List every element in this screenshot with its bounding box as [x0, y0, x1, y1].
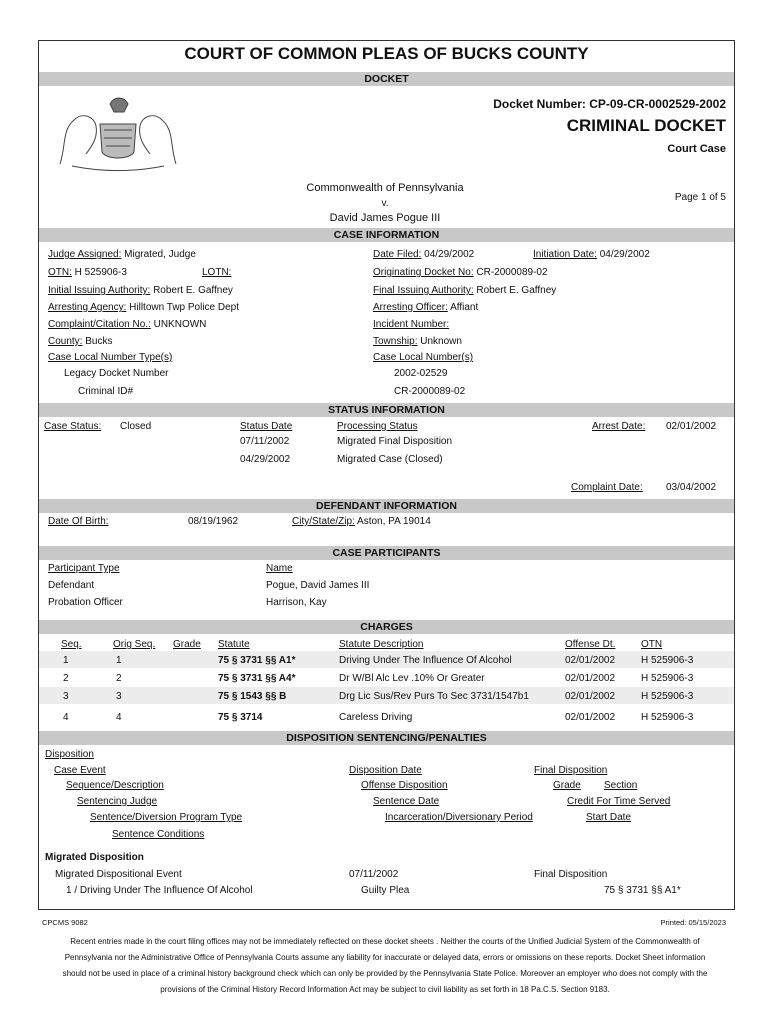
pennsylvania-seal-icon	[52, 94, 184, 174]
arresting-agency: Arresting Agency: Hilltown Twp Police Dept	[48, 302, 240, 313]
case-status-value: Closed	[120, 421, 152, 432]
date-filed: Date Filed: 04/29/2002	[373, 249, 475, 260]
participant-name: Pogue, David James III	[266, 580, 370, 591]
case-info-bar: CASE INFORMATION	[39, 228, 734, 242]
charges-header-description: Statute Description	[339, 639, 424, 650]
local-number-header: Case Local Number(s)	[373, 352, 474, 363]
judge-row: Judge Assigned: Migrated, Judge	[48, 249, 196, 260]
migrated-disposition-title: Migrated Disposition	[45, 852, 144, 863]
dob-label: Date Of Birth:	[48, 516, 109, 527]
charge-orig-seq: 3	[116, 691, 122, 702]
city-state-zip: City/State/Zip: Aston, PA 19014	[292, 516, 431, 527]
participant-name-header: Name	[266, 563, 293, 574]
page-number: Page 1 of 5	[674, 192, 726, 203]
charge-seq: 1	[63, 655, 69, 666]
charges-header-otn: OTN	[641, 639, 663, 650]
charges-header-grade: Grade	[173, 639, 201, 650]
charges-header-orig-seq: Orig Seq.	[113, 639, 156, 650]
charge-offense-date: 02/01/2002	[565, 673, 616, 684]
court-case-label: Court Case	[667, 143, 726, 155]
charge-orig-seq: 4	[116, 712, 122, 723]
arresting-officer: Arresting Officer: Affiant	[373, 302, 479, 313]
charges-header-seq: Seq.	[61, 639, 82, 650]
sentencing-judge-header: Sentencing Judge	[77, 796, 158, 807]
sequence-description-header: Sequence/Description	[66, 780, 164, 791]
charge-offense-date: 02/01/2002	[565, 655, 616, 666]
charge-seq: 2	[63, 673, 69, 684]
caption-versus: v.	[381, 198, 389, 209]
complaint-date-value: 03/04/2002	[666, 482, 717, 493]
charge-otn: H 525906-3	[641, 712, 694, 723]
complaint-date-label: Complaint Date:	[571, 482, 643, 493]
processing-status-2: Migrated Case (Closed)	[337, 454, 443, 465]
section-header: Section	[604, 780, 638, 791]
disposition-header: Disposition	[45, 749, 94, 760]
local-type-2: Criminal ID#	[78, 386, 134, 397]
local-num-2: CR-2000089-02	[394, 386, 466, 397]
charge-otn: H 525906-3	[641, 673, 694, 684]
charge-description: Driving Under The Influence Of Alcohol	[339, 655, 512, 666]
case-status-label: Case Status:	[44, 421, 102, 432]
charge-statute: 75 § 3731 §§ A4*	[218, 673, 296, 684]
initiation-date: Initiation Date: 04/29/2002	[533, 249, 650, 260]
printed-date: Printed: 05/15/2023	[660, 918, 726, 927]
charge-orig-seq: 1	[116, 655, 122, 666]
status-date-2: 04/29/2002	[240, 454, 291, 465]
arrest-date-label: Arrest Date:	[592, 421, 646, 432]
status-info-bar: STATUS INFORMATION	[39, 403, 734, 417]
offense-disposition-header: Offense Disposition	[361, 780, 448, 791]
status-date-1: 07/11/2002	[240, 436, 290, 447]
charges-header-statute: Statute	[218, 639, 250, 650]
case-event-header: Case Event	[54, 765, 106, 776]
charge-seq: 3	[63, 691, 69, 702]
disposition-item-section: 75 § 3731 §§ A1*	[604, 885, 681, 896]
incarceration-period-header: Incarceration/Diversionary Period	[385, 812, 533, 823]
local-num-1: 2002-02529	[394, 368, 448, 379]
arrest-date-value: 02/01/2002	[666, 421, 717, 432]
participant-name: Harrison, Kay	[266, 597, 327, 608]
charge-description: Careless Driving	[339, 712, 413, 723]
final-authority: Final Issuing Authority: Robert E. Gaffney	[373, 285, 557, 296]
charge-statute: 75 § 3714	[218, 712, 263, 723]
caption-commonwealth: Commonwealth of Pennsylvania	[306, 182, 464, 194]
originating-docket: Originating Docket No: CR-2000089-02	[373, 267, 548, 278]
processing-status-1: Migrated Final Disposition	[337, 436, 453, 447]
charge-offense-date: 02/01/2002	[565, 691, 616, 702]
event-date: 07/11/2002	[349, 869, 399, 880]
charge-offense-date: 02/01/2002	[565, 712, 616, 723]
local-type-1: Legacy Docket Number	[64, 368, 169, 379]
complaint-number: Complaint/Citation No.: UNKNOWN	[48, 319, 207, 330]
processing-status-header: Processing Status	[337, 421, 418, 432]
charge-description: Drg Lic Sus/Rev Purs To Sec 3731/1547b1	[339, 691, 529, 702]
participant-type: Defendant	[48, 580, 95, 591]
start-date-header: Start Date	[586, 812, 632, 823]
participant-type-header: Participant Type	[48, 563, 120, 574]
event-final-disposition: Final Disposition	[534, 869, 608, 880]
charge-orig-seq: 2	[116, 673, 122, 684]
charge-otn: H 525906-3	[641, 655, 694, 666]
disclaimer-notice: Recent entries made in the court filing offices may not be immediately reflected on these docket sheets . Neither the courts of the Unified Judicial System of the Commonwealth of Pennsylvania nor the Administrative Office of Pennsylvania Courts assume any liability for inaccurate or delayed data, errors or omissions on these reports. Docket Sheet information should not be used in place of a criminal history background check which can only be provided by the Pennsylvania State Police. Moreover an employer who does not comply with the provisions of the Criminal History Record Information Act may be subject to civil liability as set forth in 18 Pa.C.S. Section 9183.	[62, 937, 708, 994]
charge-otn: H 525906-3	[641, 691, 694, 702]
caption-defendant: David James Pogue III	[329, 212, 441, 224]
participant-type: Probation Officer	[48, 597, 123, 608]
dob-value: 08/19/1962	[188, 516, 239, 527]
charge-statute: 75 § 3731 §§ A1*	[218, 655, 296, 666]
docket-bar: DOCKET	[39, 72, 734, 86]
defendant-info-bar: DEFENDANT INFORMATION	[39, 499, 734, 513]
otn-row: OTN: H 525906-3	[48, 267, 127, 278]
sentence-date-header: Sentence Date	[373, 796, 440, 807]
charges-header-offense-date: Offense Dt.	[565, 639, 616, 650]
dispositional-event: Migrated Dispositional Event	[55, 869, 182, 880]
charge-statute: 75 § 1543 §§ B	[218, 691, 287, 702]
disposition-date-header: Disposition Date	[349, 765, 422, 776]
form-number: CPCMS 9082	[42, 918, 88, 927]
final-disposition-header: Final Disposition	[534, 765, 608, 776]
charge-seq: 4	[63, 712, 69, 723]
sentence-conditions-header: Sentence Conditions	[112, 829, 205, 840]
charge-description: Dr W/Bl Alc Lev .10% Or Greater	[339, 673, 485, 684]
county-row: County: Bucks	[48, 336, 113, 347]
participants-bar: CASE PARTICIPANTS	[39, 546, 734, 560]
disposition-bar: DISPOSITION SENTENCING/PENALTIES	[39, 731, 734, 745]
charges-bar: CHARGES	[39, 620, 734, 634]
initial-authority: Initial Issuing Authority: Robert E. Gaffney	[48, 285, 233, 296]
docket-type: CRIMINAL DOCKET	[566, 116, 726, 135]
incident-number-label: Incident Number:	[373, 319, 450, 330]
status-date-header: Status Date	[240, 421, 293, 432]
township-row: Township: Unknown	[373, 336, 462, 347]
docket-number: Docket Number: CP-09-CR-0002529-2002	[493, 97, 726, 111]
court-title: COURT OF COMMON PLEAS OF BUCKS COUNTY	[184, 44, 589, 63]
disposition-item: 1 / Driving Under The Influence Of Alcohol	[66, 885, 253, 896]
disposition-item-result: Guilty Plea	[361, 885, 410, 896]
credit-time-served-header: Credit For Time Served	[567, 796, 671, 807]
local-number-type-header: Case Local Number Type(s)	[48, 352, 173, 363]
sentence-program-header: Sentence/Diversion Program Type	[90, 812, 243, 823]
lotn-label: LOTN:	[202, 267, 232, 278]
grade-header: Grade	[553, 780, 581, 791]
